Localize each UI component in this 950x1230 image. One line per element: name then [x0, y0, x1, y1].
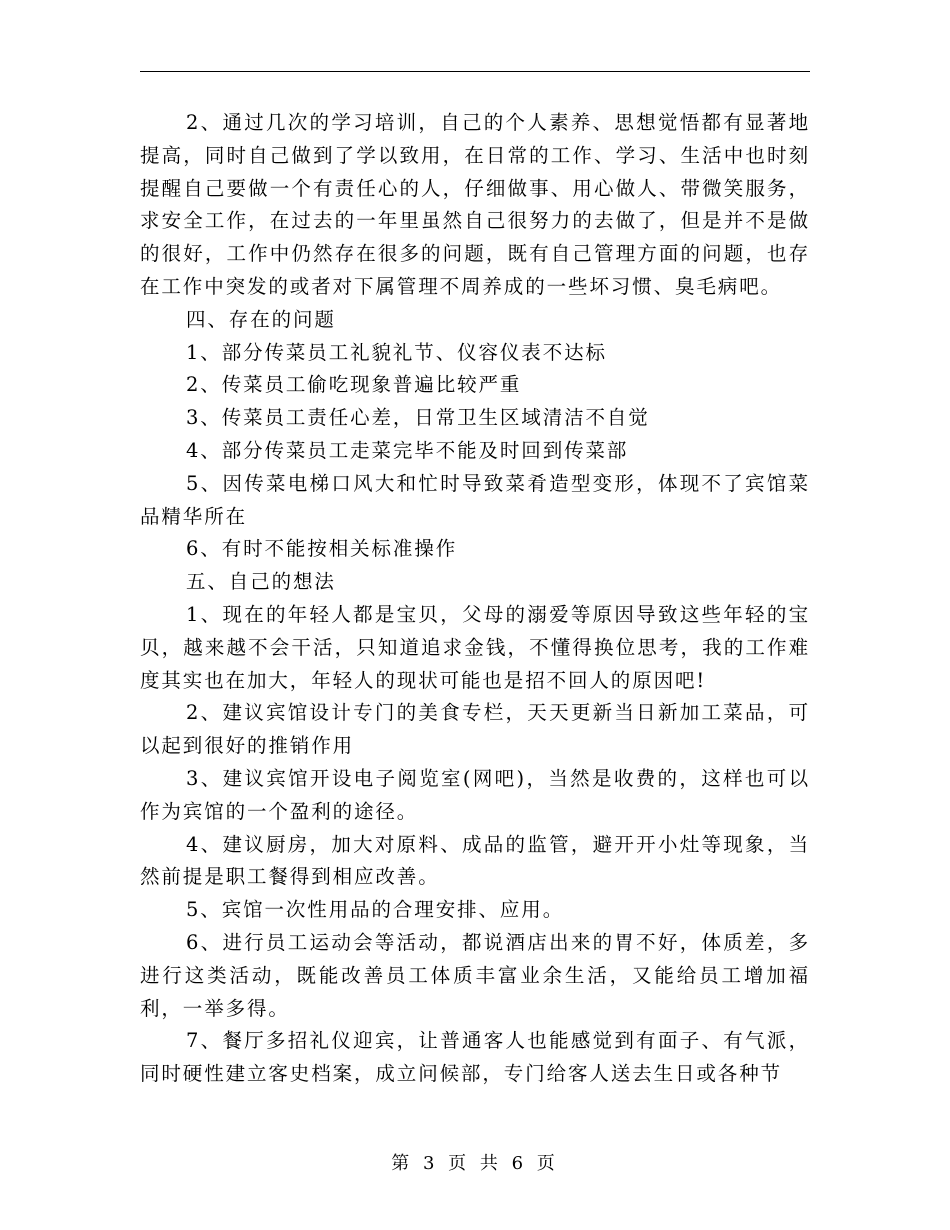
list-item-problem-5: 5、因传菜电梯口风大和忙时导致菜肴造型变形，体现不了宾馆菜品精华所在 [140, 471, 810, 528]
list-item-problem-1: 1、部分传菜员工礼貌礼节、仪容仪表不达标 [186, 340, 607, 364]
list-item-idea-5: 5、宾馆一次性用品的合理安排、应用。 [186, 898, 565, 922]
list-item-idea-7: 7、餐厅多招礼仪迎宾，让普通客人也能感觉到有面子、有气派，同时硬性建立客史档案，成立问候部，专门给客人送去生日或各种节 [140, 1029, 810, 1086]
list-item-problem-3: 3、传菜员工责任心差，日常卫生区域清洁不自觉 [186, 406, 650, 430]
page-number: 第 3 页 共 6 页 [391, 1153, 559, 1174]
paragraph-experience: 2、通过几次的学习培训，自己的个人素养、思想觉悟都有显著地提高，同时自己做到了学以致用，在日常的工作、学习、生活中也时刻提醒自己要做一个有责任心的人，仔细做事、用心做人、带微笑服务，求安全工作，在过去的一年里虽然自己很努力的去做了，但是并不是做的很好，工作中仍然存在很多的问题，既有自己管理方面的问题，也存在工作中突发的或者对下属管理不周养成的一些坏习惯、臭毛病吧。 [140, 111, 810, 298]
header-rule [140, 71, 810, 72]
list-item-idea-4: 4、建议厨房，加大对原料、成品的监管，避开开小灶等现象，当然前提是职工餐得到相应改善。 [140, 832, 810, 889]
document-body [140, 107, 810, 1091]
list-item-idea-1: 1、现在的年轻人都是宝贝，父母的溺爱等原因导致这些年轻的宝贝，越来越不会干活，只知道追求金钱，不懂得换位思考，我的工作难度其实也在加大，年轻人的现状可能也是招不回人的原因吧! [140, 602, 810, 692]
list-item-problem-6: 6、有时不能按相关标准操作 [186, 537, 458, 561]
list-item-idea-2: 2、建议宾馆设计专门的美食专栏，天天更新当日新加工菜品，可以起到很好的推销作用 [140, 701, 810, 758]
list-item-problem-2: 2、传菜员工偷吃现象普遍比较严重 [186, 373, 522, 397]
section-heading-problems: 四、存在的问题 [186, 307, 336, 331]
section-heading-ideas: 五、自己的想法 [186, 570, 336, 594]
list-item-problem-4: 4、部分传菜员工走菜完毕不能及时回到传菜部 [186, 438, 629, 462]
list-item-idea-6: 6、进行员工运动会等活动，都说酒店出来的胃不好，体质差，多进行这类活动，既能改善员工体质丰富业余生活，又能给员工增加福利，一举多得。 [140, 930, 810, 1020]
list-item-idea-3: 3、建议宾馆开设电子阅览室(网吧)，当然是收费的，这样也可以作为宾馆的一个盈利的途径。 [140, 766, 810, 823]
